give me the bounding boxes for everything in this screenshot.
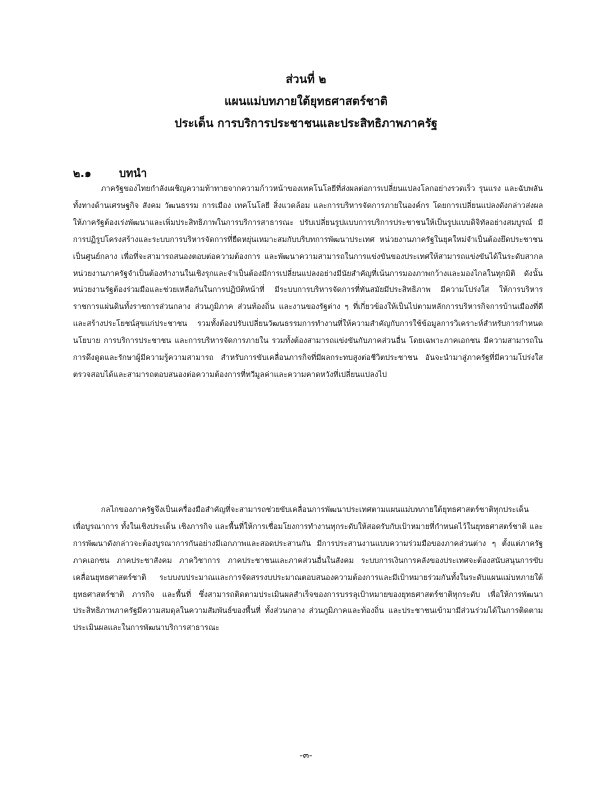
masterplan-title: แผนแม่บทภายใต้ยุทธศาสตร์ชาติ: [224, 94, 388, 108]
section-title: บทนำ: [119, 167, 147, 180]
page-number: -๓-: [299, 751, 313, 761]
body-paragraph-2: กลไกของภาครัฐจึงเป็นเครื่องมือสำคัญที่จะสามารถช่วยขับเคลื่อนการพัฒนาประเทศตามแผนแม่บทภายใต้ยุทธศาสตร์ชาติทุกประเด็น เพื่อบูรณาการ ทั้งในเชิงประเด็น เชิงภารกิจ และพื้นที่ให้การเชื่อมโยงการทำงานทุกระดับให้สอดรับกับเป้าหมายที่กำหนดไว้ในยุทธศาสตร์ชาติ และการพัฒนาดังกล่าวจะต้องบูรณาการกันอย่างมีเอกภาพและสอดประสานกัน มีการประสานงานแบบความร่วมมือของภาคส่วนต่าง ๆ ตั้งแต่ภาครัฐ ภาคเอกชน ภาคประชาสังคม ภาควิชาการ ภาคประชาชนและภาคส่วนอื่นในสังคม ระบบการเงินการคลังของประเทศจะต้องสนับสนุนการขับเคลื่อนยุทธศาสตร์ชาติ ระบบงบประมาณและการจัดสรรงบประมาณตอบสนองความต้องการและมีเป้าหมายร่วมกันทั้งในระดับแผนแม่บทภายใต้ยุทธศาสตร์ชาติ ภารกิจ และพื้นที่ ซึ่งสามารถติดตามประเมินผลสำเร็จของการบรรลุเป้าหมายของยุทธศาสตร์ชาติทุกระดับ เพื่อให้การพัฒนาประสิทธิภาพภาครัฐมีความสมดุลในความสัมพันธ์ของพื้นที่ ทั้งส่วนกลาง ส่วนภูมิภาคและท้องถิ่น และประชาชนเข้ามามีส่วนร่วมได้ในการติดตามประเมินผลและในการพัฒนาบริการสาธารณะ: [73, 505, 543, 633]
part-title: ส่วนที่ ๒: [285, 72, 327, 86]
issue-title: ประเด็น การบริการประชาชนและประสิทธิภาพภาครัฐ: [174, 116, 438, 130]
body-paragraph-1: ภาครัฐของไทยกำลังเผชิญความท้าทายจากความก้าวหน้าของเทคโนโลยีที่ส่งผลต่อการเปลี่ยนแปลงโลกอย่างรวดเร็ว รุนแรง และฉับพลัน ทั้งทางด้านเศรษฐกิจ สังคม วัฒนธรรม การเมือง เทคโนโลยี สิ่งแวดล้อม และการบริหารจัดการภายในองค์กร โดยการเปลี่ยนแปลงดังกล่าวส่งผลให้ภาครัฐต้องเร่งพัฒนาและเพิ่มประสิทธิภาพในการบริการสาธารณะ ปรับเปลี่ยนรูปแบบการบริการประชาชนให้เป็นรูปแบบดิจิทัลอย่างสมบูรณ์ มีการปฏิรูปโครงสร้างและระบบการบริหารจัดการที่ยืดหยุ่นเหมาะสมกับบริบทการพัฒนาประเทศ หน่วยงานภาครัฐในยุคใหม่จำเป็นต้องยึดประชาชนเป็นศูนย์กลาง เพื่อที่จะสามารถสนองตอบต่อความต้องการ และพัฒนาความสามารถในการแข่งขันของประเทศให้สามารถแข่งขันได้ในระดับสากล หน่วยงานภาครัฐจำเป็นต้องทำงานในเชิงรุกและจำเป็นต้องมีการเปลี่ยนแปลงอย่างมีนัยสำคัญที่เน้นการมองภาพกว้างและมองไกลในทุกมิติ ดังนั้น หน่วยงานรัฐต้องร่วมมือและช่วยเหลือกันในการปฏิบัติหน้าที่ มีระบบการบริหารจัดการที่ทันสมัยมีประสิทธิภาพ มีความโปร่งใส ให้การบริหารราชการแผ่นดินทั้งราชการส่วนกลาง ส่วนภูมิภาค ส่วนท้องถิ่น และงานของรัฐต่าง ๆ ที่เกี่ยวข้องให้เป็นไปตามหลักการบริหารกิจการบ้านเมืองที่ดี และสร้างประโยชน์สุขแก่ประชาชน รวมทั้งต้องปรับเปลี่ยนวัฒนธรรมการทำงานที่ให้ความสำคัญกับการใช้ข้อมูลการวิเคราะห์สำหรับการกำหนดนโยบาย การบริการประชาชน และการบริหารจัดการภายใน รวมทั้งต้องสามารถแข่งขันกับภาคส่วนอื่น โดยเฉพาะภาคเอกชน มีความสามารถในการดึงดูดและรักษาผู้มีความรู้ความสามารถ สำหรับการขับเคลื่อนภารกิจที่มีผลกระทบสูงต่อชีวิตประชาชน อันจะนำมาสู่ภาครัฐที่มีความโปร่งใส ตรวจสอบได้และสามารถตอบสนองต่อความต้องการที่ทวีมูลค่าและความคาดหวังที่เปลี่ยนแปลงไป: [73, 184, 543, 379]
section-number: ๒.๑: [73, 167, 92, 180]
section-heading: [73, 164, 147, 182]
document-titles: [0, 68, 612, 134]
